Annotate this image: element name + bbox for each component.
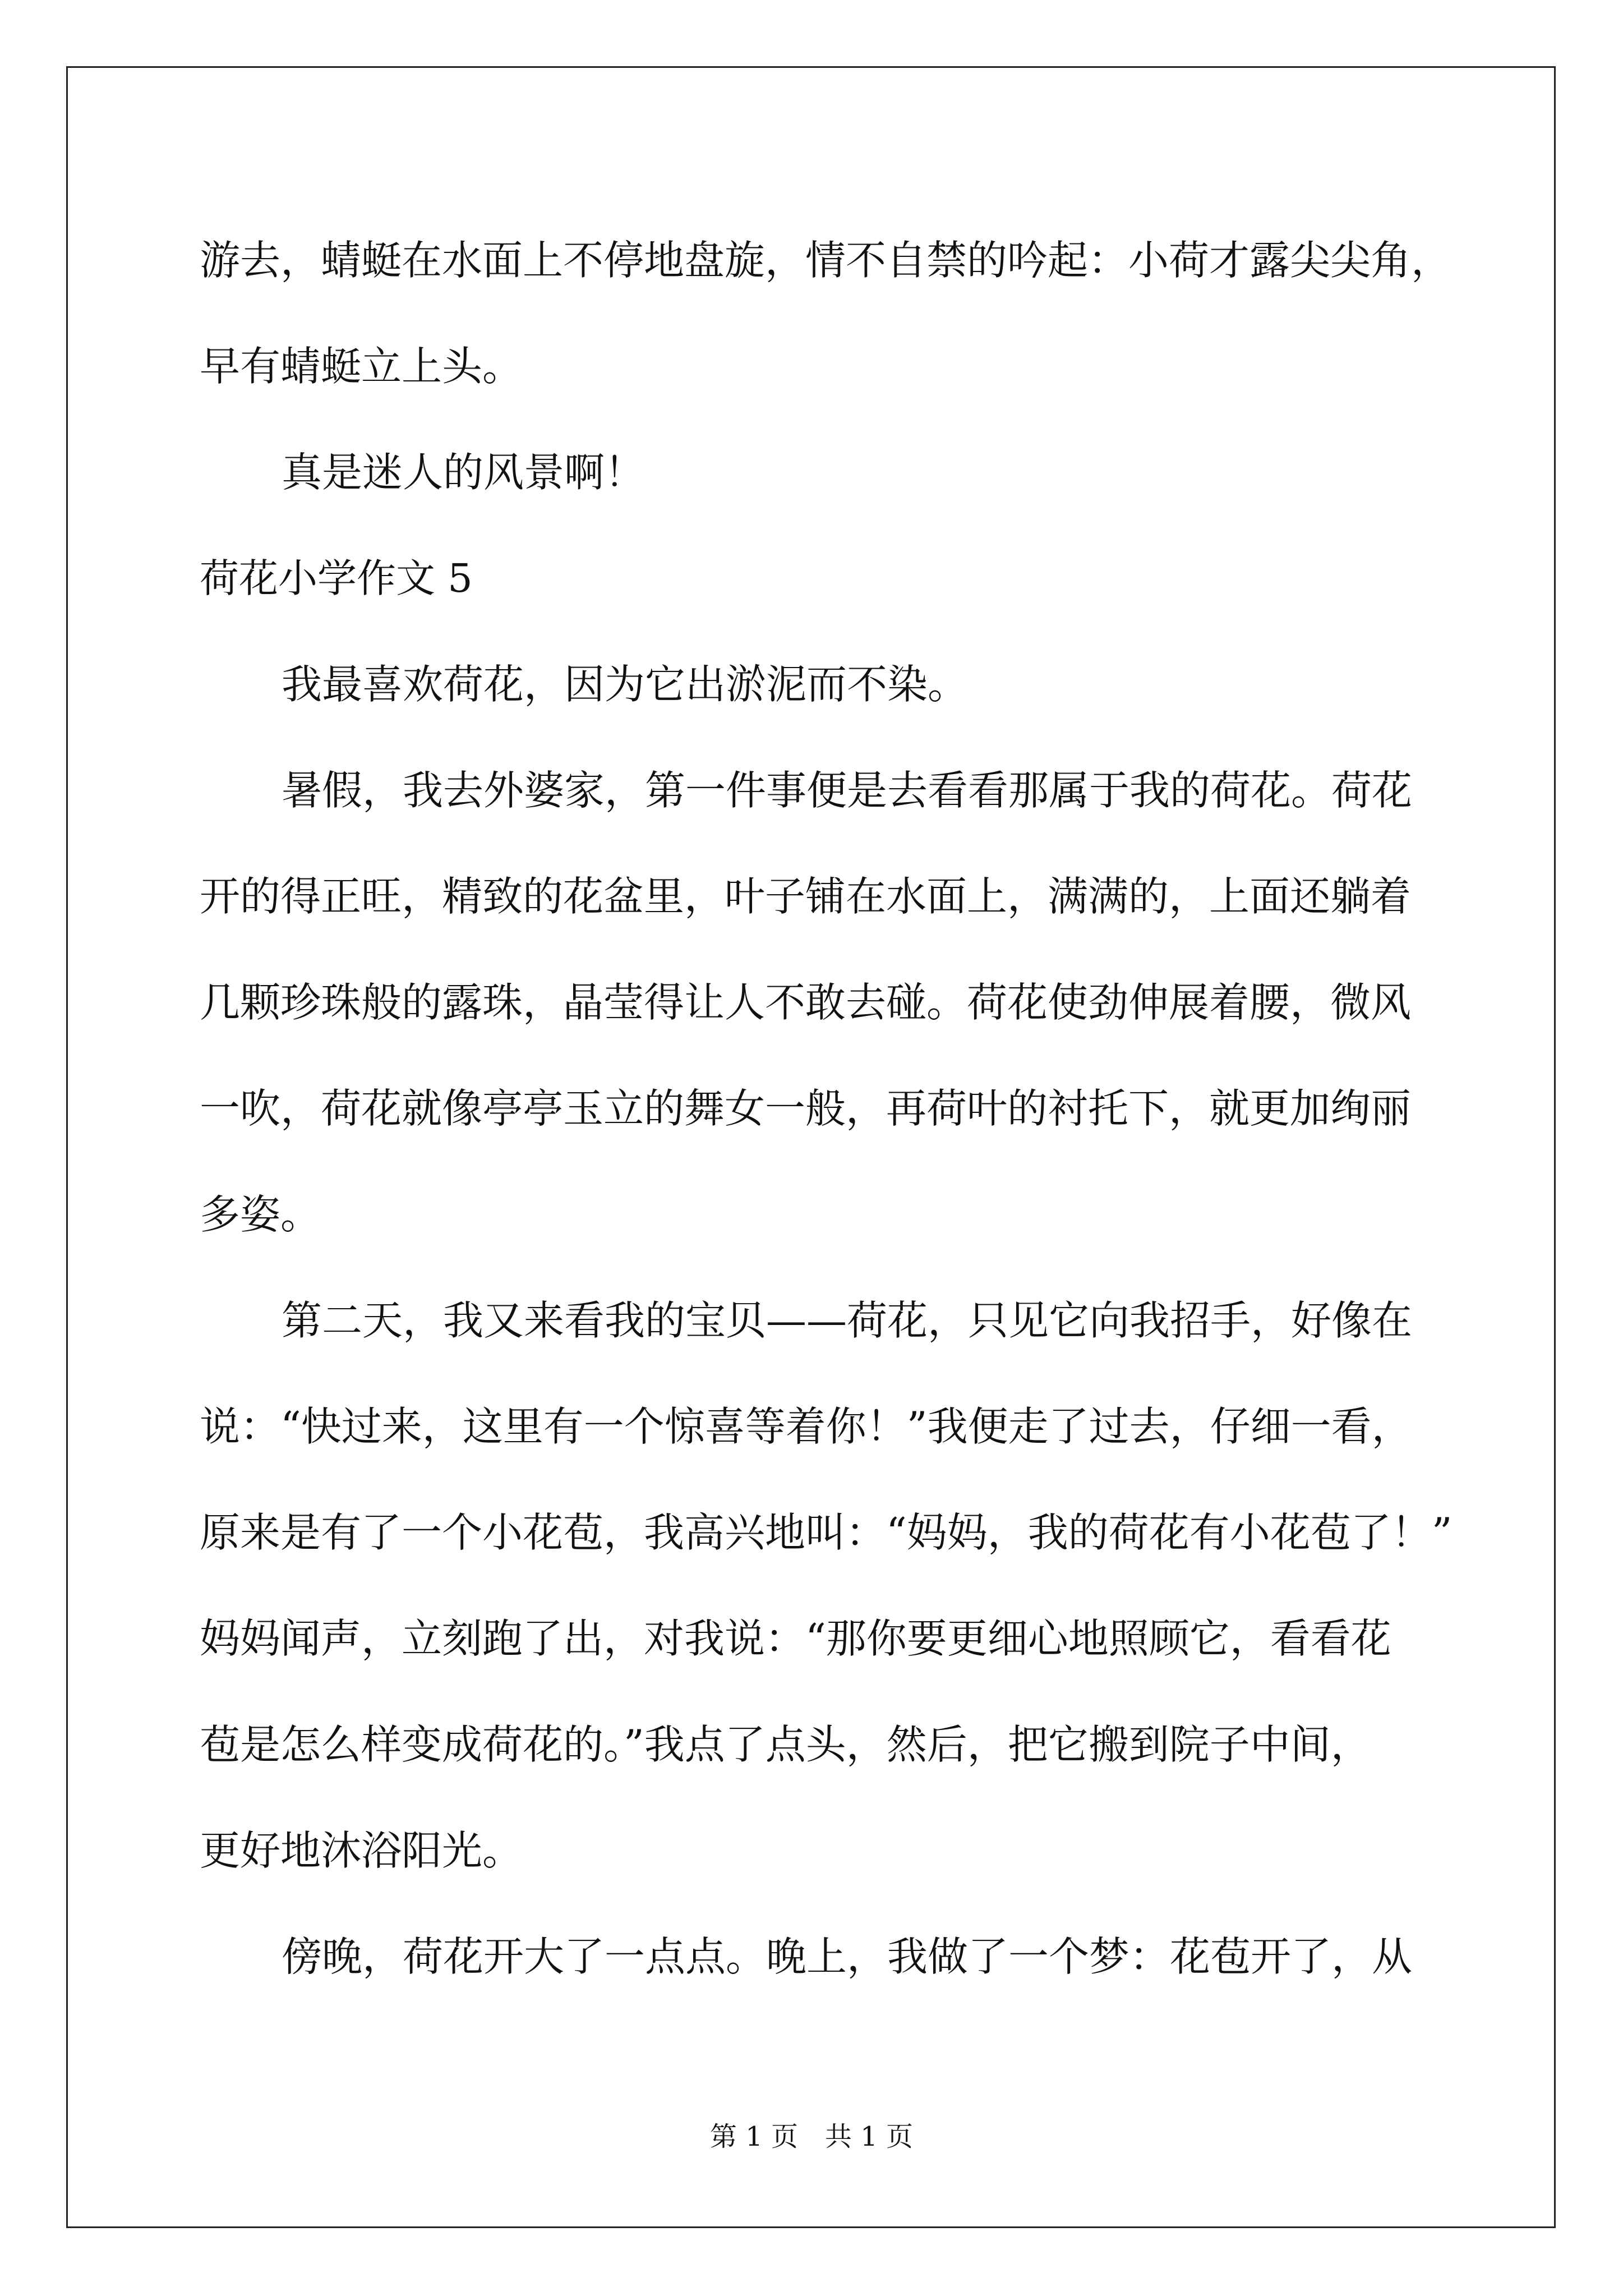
text-line: 多姿。 — [200, 1191, 321, 1238]
text-line: 傍晚，荷花开大了一点点。晚上，我做了一个梦：花苞开了，从 — [282, 1933, 1413, 1980]
text-line: 第二天，我又来看我的宝贝——荷花，只见它向我招手，好像在 — [282, 1297, 1413, 1344]
text-line: 暑假，我去外婆家，第一件事便是去看看那属于我的荷花。荷花 — [282, 767, 1413, 814]
text-line: 早有蜻蜓立上头。 — [200, 343, 523, 390]
text-line: 真是迷人的风景啊！ — [282, 449, 645, 496]
text-line: 原来是有了一个小花苞，我高兴地叫：“妈妈，我的荷花有小花苞了！” — [200, 1509, 1453, 1556]
text-line: 妈妈闻声，立刻跑了出，对我说：“那你要更细心地照顾它，看看花 — [200, 1615, 1391, 1662]
document-body — [200, 208, 1490, 2010]
text-line: 我最喜欢荷花，因为它出淤泥而不染。 — [282, 661, 969, 708]
page-footer: 第 1 页 共 1 页 — [709, 2121, 914, 2152]
section-heading: 荷花小学作文 5 — [200, 555, 473, 601]
text-line: 一吹，荷花就像亭亭玉立的舞女一般，再荷叶的衬托下，就更加绚丽 — [200, 1085, 1412, 1132]
text-line: 游去，蜻蜓在水面上不停地盘旋，情不自禁的吟起：小荷才露尖尖角， — [200, 237, 1452, 284]
text-line: 说：“快过来，这里有一个惊喜等着你！”我便走了过去，仔细一看， — [200, 1403, 1412, 1450]
text-line: 更好地沐浴阳光。 — [200, 1827, 523, 1874]
text-line: 几颗珍珠般的露珠，晶莹得让人不敢去碰。荷花使劲伸展着腰，微风 — [200, 979, 1412, 1026]
text-line: 开的得正旺，精致的花盆里，叶子铺在水面上，满满的，上面还躺着 — [200, 873, 1412, 920]
text-line: 苞是怎么样变成荷花的。”我点了点头，然后，把它搬到院子中间， — [200, 1721, 1371, 1768]
